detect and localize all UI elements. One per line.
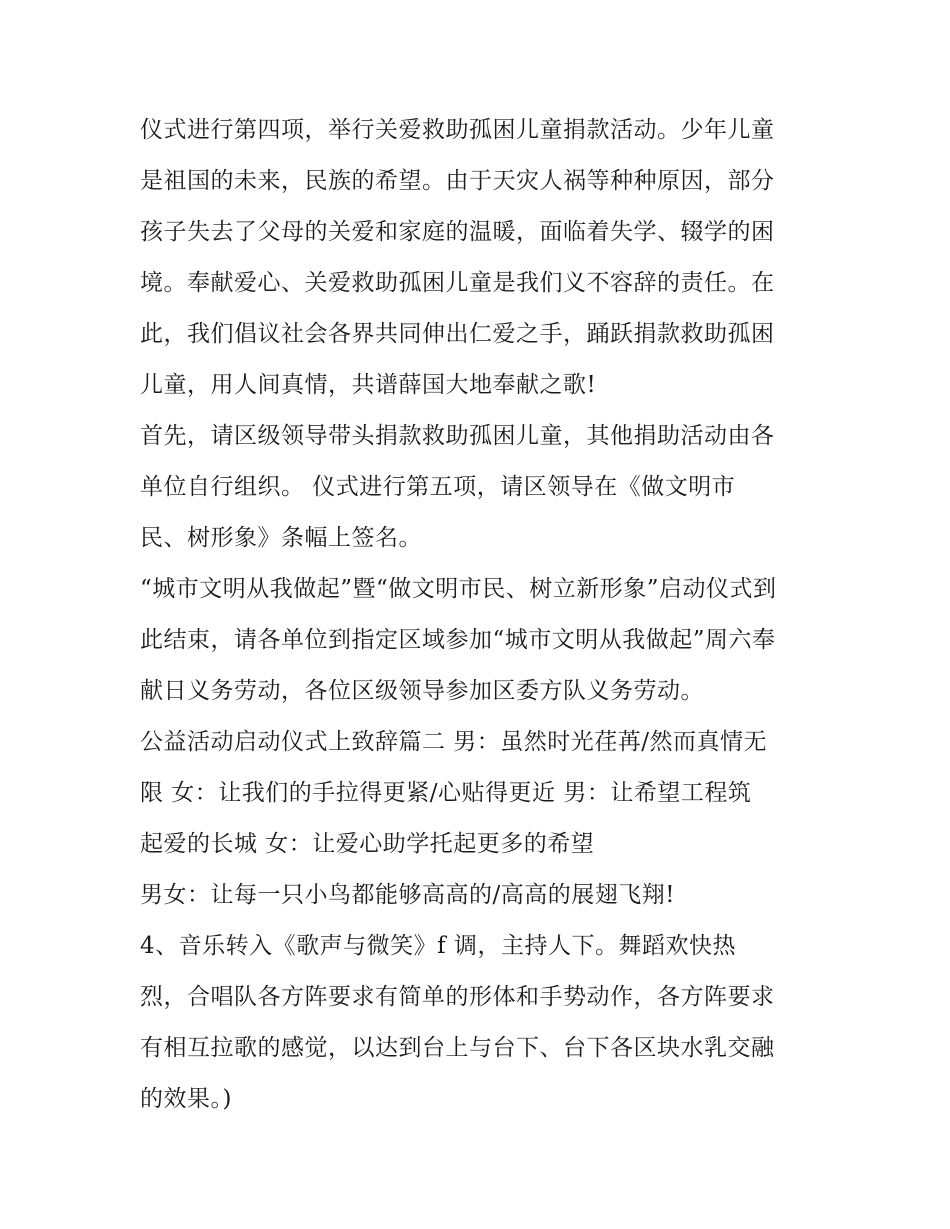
text-line: 烈，合唱队各方阵要求有简单的形体和手势动作，各方阵要求 (140, 984, 775, 1010)
text-line: 4、音乐转入《歌声与微笑》f 调，主持人下。舞蹈欢快热 (140, 933, 736, 959)
text-line: 的效果。) (140, 1086, 232, 1112)
text-line: 限 女：让我们的手拉得更紧/心贴得更近 男：让希望工程筑 (140, 780, 752, 806)
text-line: 儿童，用人间真情，共谱薛国大地奉献之歌! (140, 372, 597, 398)
text-line: 首先，请区级领导带头捐款救助孤困儿童，其他捐助活动由各 (140, 423, 775, 449)
text-line: 民、树形象》条幅上签名。 (140, 525, 422, 551)
text-line: “城市文明从我做起”暨“做文明市民、树立新形象”启动仪式到 (140, 576, 777, 602)
text-line: 献日义务劳动，各位区级领导参加区委方队义务劳动。 (140, 678, 704, 704)
text-line: 起爱的长城 女：让爱心助学托起更多的希望 (140, 831, 595, 857)
text-line: 男女：让每一只小鸟都能够高高的/高高的展翅飞翔! (140, 882, 675, 908)
text-line: 有相互拉歌的感觉，以达到台上与台下、台下各区块水乳交融 (140, 1035, 775, 1061)
text-line: 公益活动启动仪式上致辞篇二 男：虽然时光荏苒/然而真情无 (140, 729, 768, 755)
text-line: 仪式进行第四项，举行关爱救助孤困儿童捐款活动。少年儿童 (140, 117, 775, 143)
text-line: 孩子失去了父母的关爱和家庭的温暖，面临着失学、辍学的困 (140, 219, 775, 245)
text-line: 此，我们倡议社会各界共同伸出仁爱之手，踊跃捐款救助孤困 (140, 321, 775, 347)
text-line: 此结束，请各单位到指定区域参加“城市文明从我做起”周六奉 (140, 627, 776, 653)
text-line: 单位自行组织。 仪式进行第五项，请区领导在《做文明市 (140, 474, 736, 500)
text-line: 是祖国的未来，民族的希望。由于天灾人祸等种种原因，部分 (140, 168, 775, 194)
text-line: 境。奉献爱心、关爱救助孤困儿童是我们义不容辞的责任。在 (140, 270, 775, 296)
